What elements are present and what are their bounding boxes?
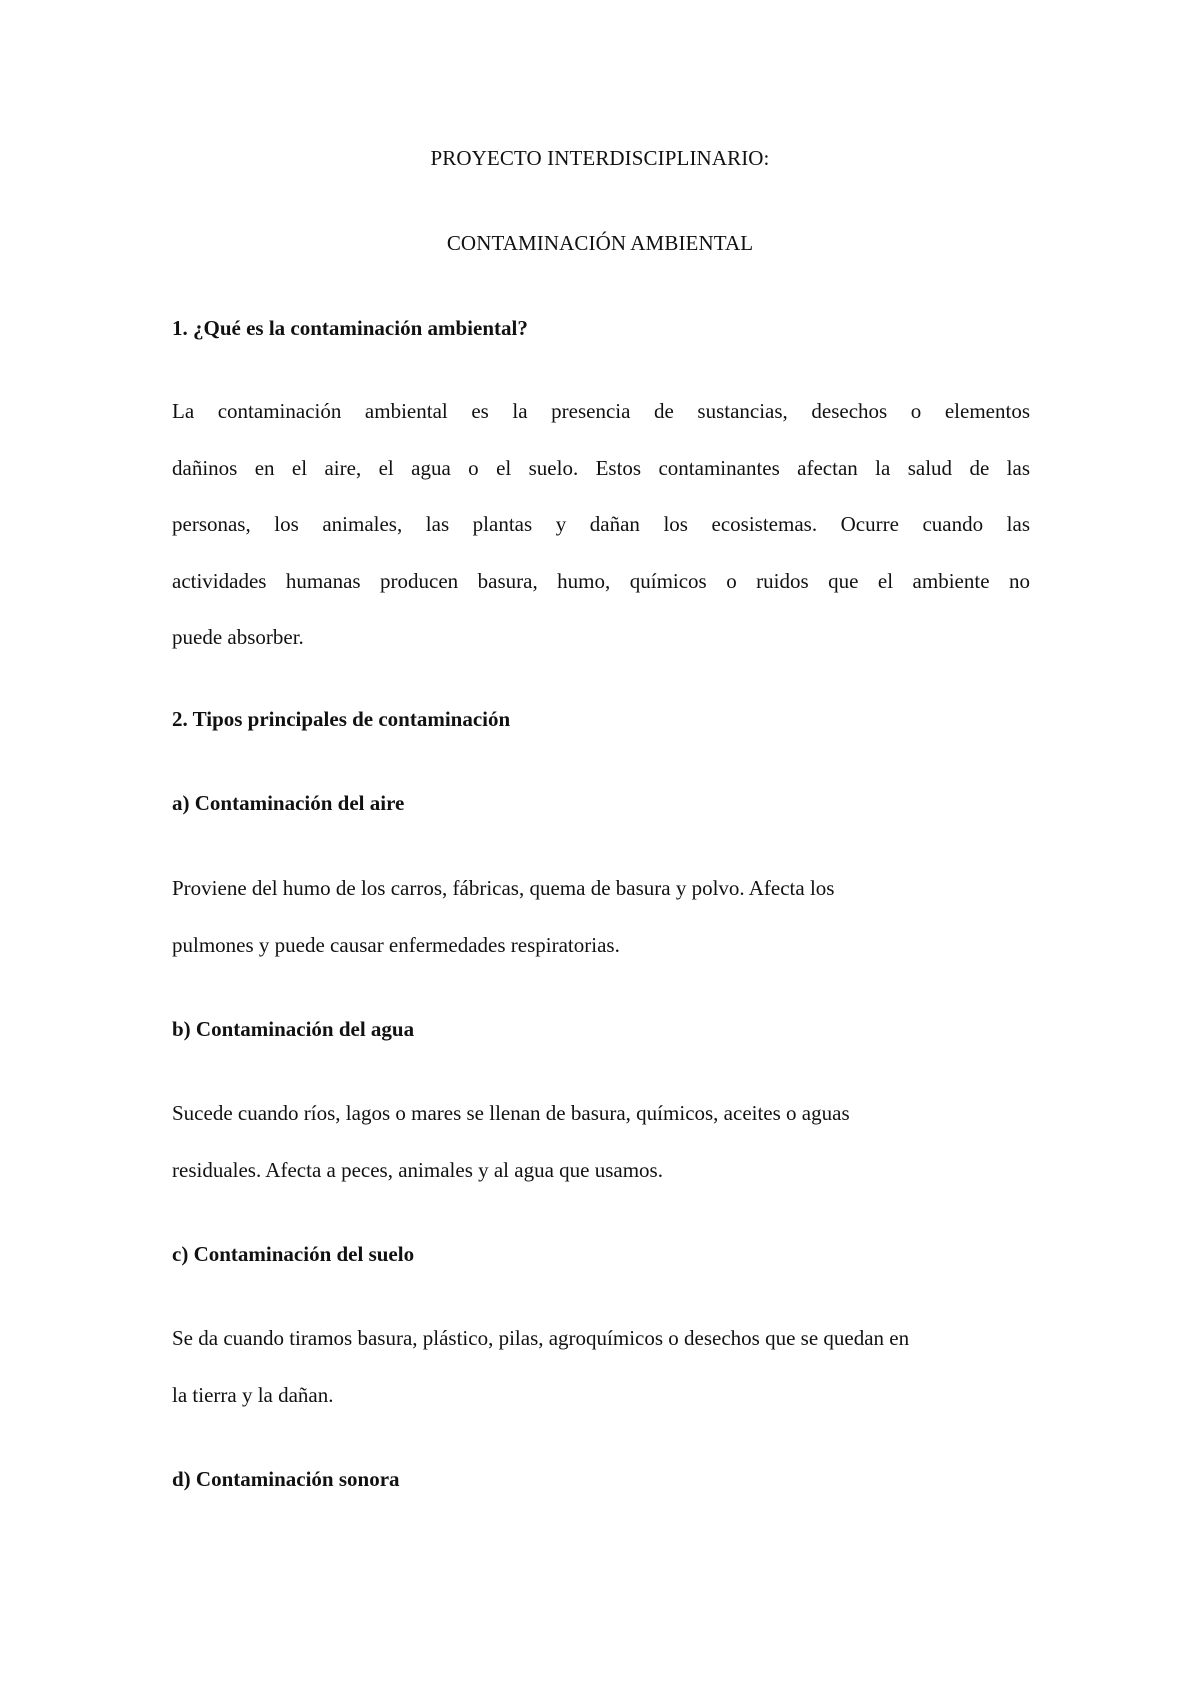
paragraph-line: la tierra y la dañan. [172, 1382, 334, 1407]
paragraph-line: dañinos en el aire, el agua o el suelo. Estos contaminantes afectan la salud de las [172, 455, 1030, 480]
paragraph-line: puede absorber. [172, 625, 304, 649]
section-1-heading: 1. ¿Qué es la contaminación ambiental? [172, 316, 528, 340]
paragraph-line: personas, los animales, las plantas y dañan los ecosistemas. Ocurre cuando las [172, 512, 1030, 536]
section-2-heading: 2. Tipos principales de contaminación [172, 707, 511, 731]
water-pollution-paragraph [172, 1085, 1030, 1198]
paragraph-line: actividades humanas producen basura, humo, químicos o ruidos que el ambiente no [172, 568, 1030, 593]
paragraph-line: La contaminación ambiental es la presencia de sustancias, desechos o elementos [172, 399, 1030, 423]
paragraph-line: Se da cuando tiramos basura, plástico, pilas, agroquímicos o desechos que se quedan en [172, 1326, 910, 1350]
paragraph-line: Sucede cuando ríos, lagos o mares se llenan de basura, químicos, aceites o aguas [172, 1101, 850, 1125]
air-pollution-heading: a) Contaminación del aire [172, 791, 405, 815]
water-pollution-heading: b) Contaminación del agua [172, 1017, 415, 1041]
noise-pollution-heading: d) Contaminación sonora [172, 1467, 400, 1491]
air-pollution-paragraph [172, 860, 1030, 973]
document-title-line-2: CONTAMINACIÓN AMBIENTAL [446, 231, 754, 255]
document-title-line-1: PROYECTO INTERDISCIPLINARIO: [430, 146, 770, 170]
paragraph-line: Proviene del humo de los carros, fábricas, quema de basura y polvo. Afecta los [172, 876, 835, 900]
section-1-paragraph [172, 383, 1030, 666]
soil-pollution-paragraph [172, 1310, 1030, 1423]
paragraph-line: pulmones y puede causar enfermedades respiratorias. [172, 932, 620, 957]
soil-pollution-heading: c) Contaminación del suelo [172, 1242, 415, 1266]
paragraph-line: residuales. Afecta a peces, animales y al agua que usamos. [172, 1157, 663, 1182]
